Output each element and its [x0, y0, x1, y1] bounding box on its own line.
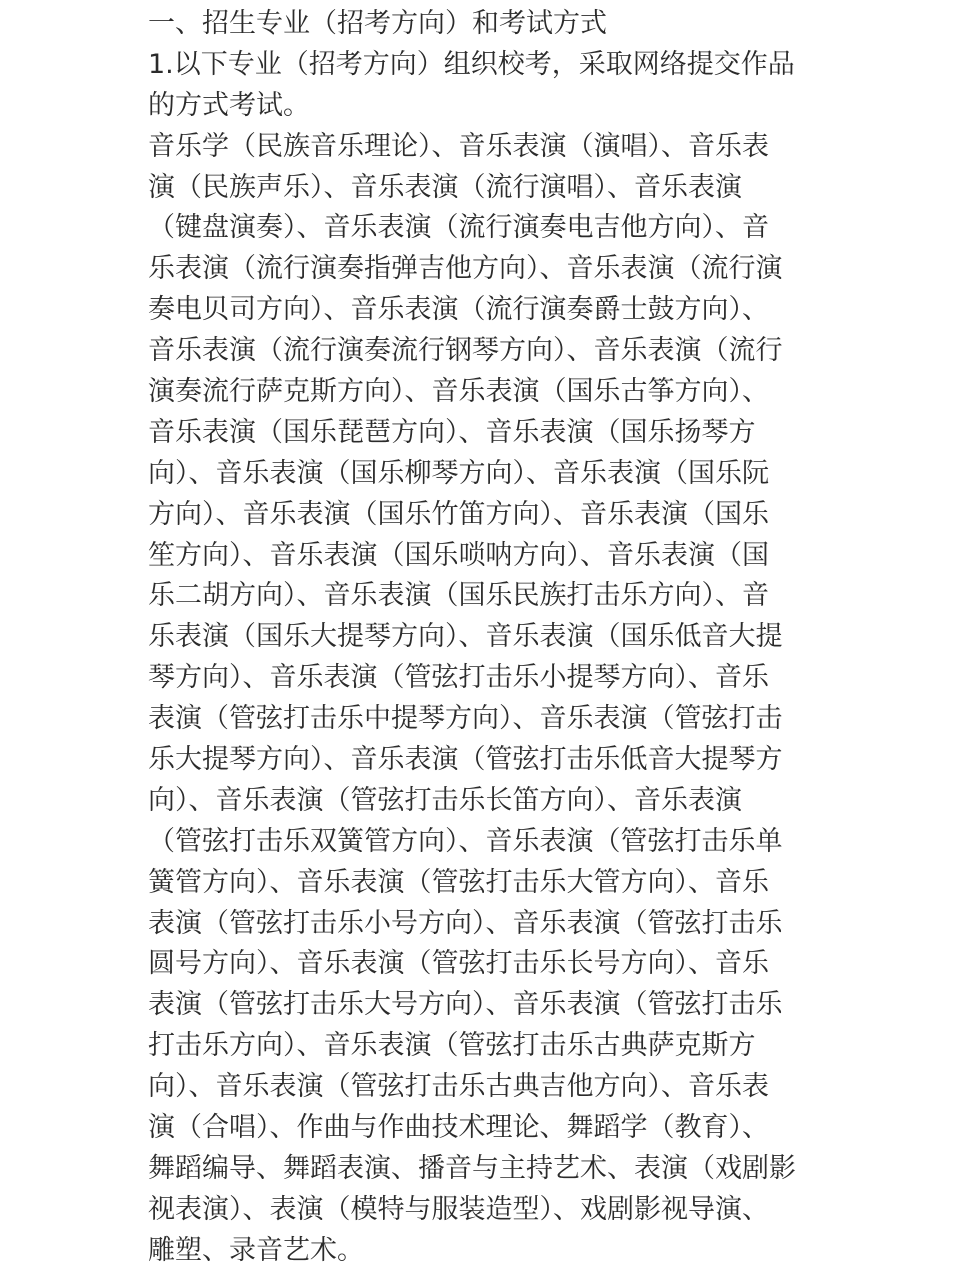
text-line: 音乐表演（国乐琵琶方向）、音乐表演（国乐扬琴方: [148, 416, 756, 448]
text-line: 向）、音乐表演（管弦打击乐古典吉他方向）、音乐表: [148, 1071, 769, 1103]
text-line: 演（合唱）、作曲与作曲技术理论、舞蹈学（教育）、: [148, 1112, 769, 1144]
text-line: 乐表演（国乐大提琴方向）、音乐表演（国乐低音大提: [148, 621, 783, 653]
text-line: 方向）、音乐表演（国乐竹笛方向）、音乐表演（国乐: [148, 498, 769, 530]
text-line: 打击乐方向）、音乐表演（管弦打击乐古典萨克斯方: [148, 1030, 756, 1062]
text-line: 演奏流行萨克斯方向）、音乐表演（国乐古筝方向）、: [148, 376, 769, 408]
text-line: 圆号方向）、音乐表演（管弦打击乐长号方向）、音乐: [148, 948, 769, 980]
text-line: 舞蹈编导、舞蹈表演、播音与主持艺术、表演（戏剧影: [148, 1152, 796, 1184]
text-line: 1.以下专业（招考方向）组织校考，采取网络提交作品: [148, 48, 795, 80]
text-line: 奏电贝司方向）、音乐表演（流行演奏爵士鼓方向）、: [148, 294, 769, 326]
text-line: 雕塑、录音艺术。: [148, 1234, 364, 1266]
text-line: 音乐表演（流行演奏流行钢琴方向）、音乐表演（流行: [148, 335, 783, 367]
text-line: 表演（管弦打击乐中提琴方向）、音乐表演（管弦打击: [148, 703, 783, 735]
text-line: 簧管方向）、音乐表演（管弦打击乐大管方向）、音乐: [148, 866, 769, 898]
text-line: 乐表演（流行演奏指弹吉他方向）、音乐表演（流行演: [148, 253, 783, 285]
text-line: 琴方向）、音乐表演（管弦打击乐小提琴方向）、音乐: [148, 662, 769, 694]
text-line: 的方式考试。: [148, 89, 310, 121]
text-line: 乐二胡方向）、音乐表演（国乐民族打击乐方向）、音: [148, 580, 769, 612]
text-line: 向）、音乐表演（国乐柳琴方向）、音乐表演（国乐阮: [148, 457, 769, 489]
text-line: 表演（管弦打击乐小号方向）、音乐表演（管弦打击乐: [148, 907, 783, 939]
text-line: 演（民族声乐）、音乐表演（流行演唱）、音乐表演: [148, 171, 742, 203]
text-line: 笙方向）、音乐表演（国乐唢呐方向）、音乐表演（国: [148, 539, 769, 571]
text-line: （键盘演奏）、音乐表演（流行演奏电吉他方向）、音: [148, 212, 769, 244]
text-line: 乐大提琴方向）、音乐表演（管弦打击乐低音大提琴方: [148, 744, 783, 776]
text-line: （管弦打击乐双簧管方向）、音乐表演（管弦打击乐单: [148, 825, 783, 857]
text-line: 视表演）、表演（模特与服装造型）、戏剧影视导演、: [148, 1193, 769, 1225]
document-body: [148, 4, 828, 1272]
text-line: 表演（管弦打击乐大号方向）、音乐表演（管弦打击乐: [148, 989, 783, 1021]
text-line: 音乐学（民族音乐理论）、音乐表演（演唱）、音乐表: [148, 130, 769, 162]
text-line: 向）、音乐表演（管弦打击乐长笛方向）、音乐表演: [148, 784, 742, 816]
section-heading: 一、招生专业（招考方向）和考试方式: [148, 8, 607, 39]
